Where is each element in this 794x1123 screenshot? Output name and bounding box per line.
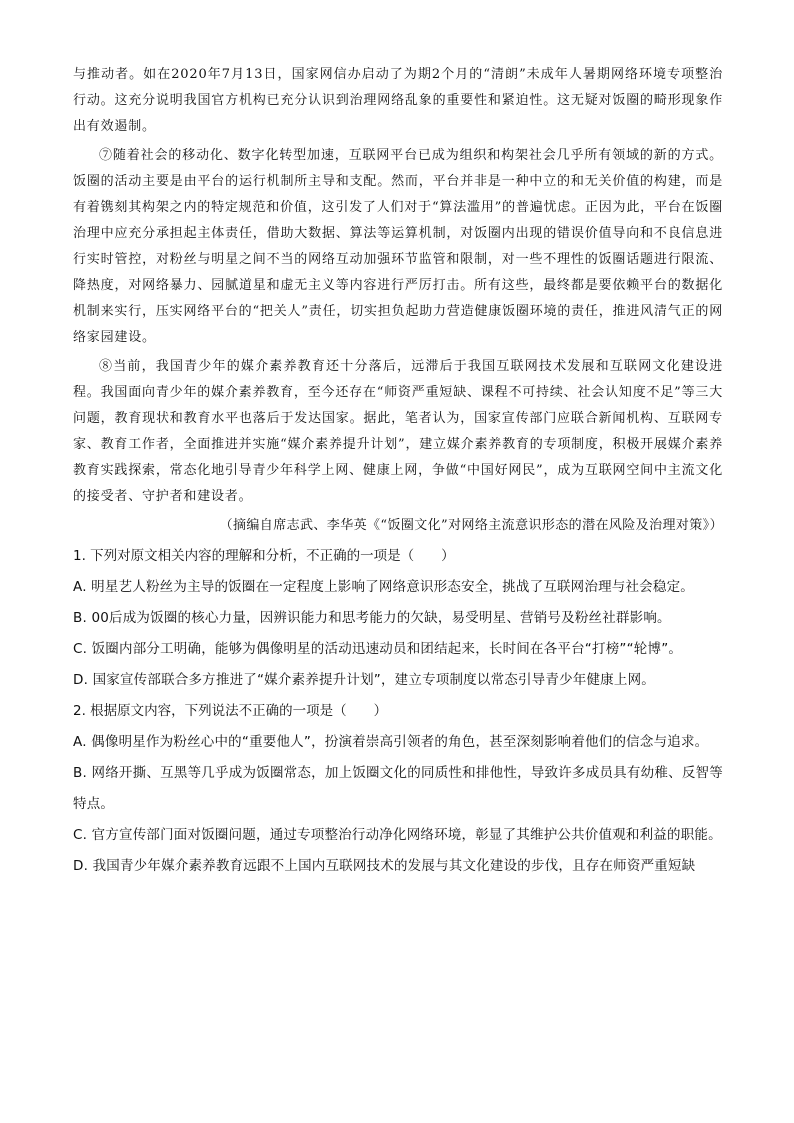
passage-paragraph-8: ⑧当前，我国青少年的媒介素养教育还十分落后，远滞后于我国互联网技术发展和互联网文化建设进程。我国面向青少年的媒介素养教育，至今还存在“师资严重短缺、课程不可持续、社会认知度不足”等三大问题，教育现状和教育水平也落后于发达国家。据此，笔者认为，国家宣传部门应联合新闻机构、互联网专家、教育工作者，全面推进并实施“媒介素养提升计划”，建立媒介素养教育的专项制度，积极开展媒介素养教育实践探索，常态化地引导青少年科学上网、健康上网，争做“中国好网民”，成为互联网空间中主流文化的接受者、守护者和建设者。 — [73, 359, 723, 504]
question-2-option-d: D. 我国青少年媒介素养教育远跟不上国内互联网技术的发展与其文化建设的步伐，且存在师资严重短缺 — [73, 858, 696, 874]
question-1-option-b: B. 00后成为饭圈的核心力量，因辨识能力和思考能力的欠缺，易受明星、营销号及粉丝社群影响。 — [73, 610, 671, 626]
document-body — [73, 62, 723, 882]
question-1-option-a: A. 明星艺人粉丝为主导的饭圈在一定程度上影响了网络意识形态安全，挑战了互联网治理与社会稳定。 — [73, 579, 694, 595]
question-1-stem: 1. 下列对原文相关内容的理解和分析，不正确的一项是（ ） — [73, 548, 455, 564]
passage-paragraph-continued: 与推动者。如在2020年7月13日，国家网信办启动了为期2个月的“清朗”未成年人暑期网络环境专项整治行动。这充分说明我国官方机构已充分认识到治理网络乱象的重要性和紧迫性。这无疑对饭圈的畸形现象作出有效遏制。 — [73, 67, 723, 134]
question-1-option-d: D. 国家宣传部联合多方推进了“媒介素养提升计划”，建立专项制度以常态引导青少年健康上网。 — [73, 672, 655, 688]
passage-paragraph-7: ⑦随着社会的移动化、数字化转型加速，互联网平台已成为组织和构架社会几乎所有领域的新的方式。饭圈的活动主要是由平台的运行机制所主导和支配。然而，平台并非是一种中立的和无关价值的构建，而是有着镌刻其构架之内的特定规范和价值，这引发了人们对于“算法滥用”的普遍忧虑。正因为此，平台在饭圈治理中应充分承担起主体责任，借助大数据、算法等运算机制，对饭圈内出现的错误价值导向和不良信息进行实时管控，对粉丝与明星之间不当的网络互动加强环节监管和限制，对一些不理性的饭圈话题进行限流、降热度，对网络暴力、园腻道星和虚无主义等内容进行严厉打击。所有这些，最终都是要依赖平台的数据化机制来实行，压实网络平台的“把关人”责任，切实担负起助力营造健康饭圈环境的责任，推进风清气正的网络家园建设。 — [73, 148, 723, 345]
question-2-option-c: C. 官方宣传部门面对饭圈问题，通过专项整治行动净化网络环境，彰显了其维护公共价值观和利益的职能。 — [73, 827, 722, 843]
question-2-option-b: B. 网络开撕、互黑等几乎成为饭圈常态，加上饭圈文化的同质性和排他性，导致许多成员具有幼稚、反智等特点。 — [73, 765, 723, 812]
question-2-stem: 2. 根据原文内容，下列说法不正确的一项是（ ） — [73, 703, 388, 719]
passage-source: （摘编自席志武、李华英《“饭圈文化”对网络主流意识形态的潜在风险及治理对策》） — [219, 518, 723, 533]
question-1-option-c: C. 饭圈内部分工明确，能够为偶像明星的活动迅速动员和团结起来，长时间在各平台“打榜”“轮博”。 — [73, 641, 683, 657]
question-2-option-a: A. 偶像明星作为粉丝心中的“重要他人”，扮演着崇高引领者的角色，甚至深刻影响着他们的信念与追求。 — [73, 734, 709, 750]
